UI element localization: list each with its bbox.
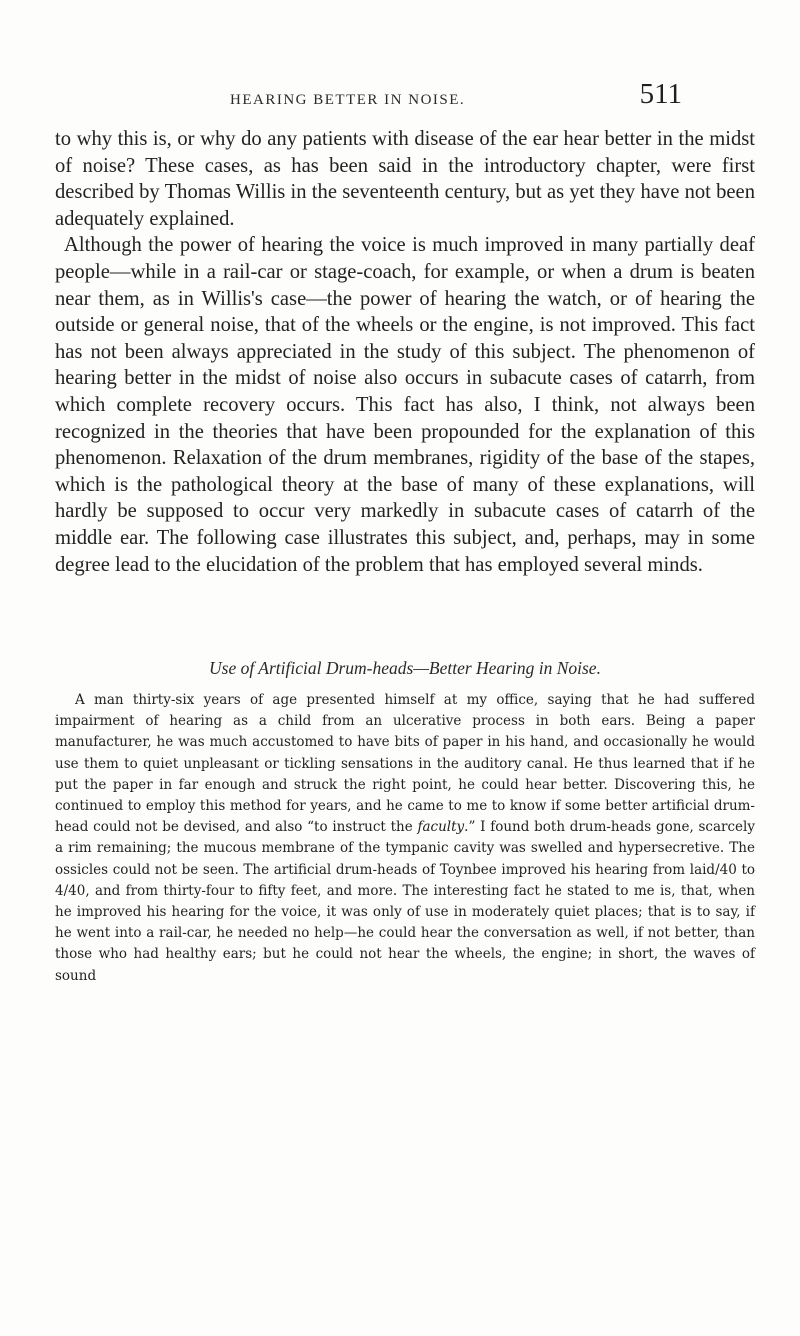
case-text-part-1: A man thirty-six years of age presented himself at my office, saying that he had suffered impairment of hearing as a child from an ulcerative process in both ears. Being a paper manufacturer, he was much accustomed to have bits of paper in his hand, and occasionally he would use them to quiet unpleasant or tickling sensations in the auditory canal. He thus learned that if he put the paper in far enough and struck the right point, he could hear better. Discovering this, he continued to employ this method for years, and he came to me to know if some better artificial drum-head could not be devised, and also “to instruct the [55, 692, 755, 836]
paragraph-1: to why this is, or why do any patients with disease of the ear hear better in the midst of noise? These cases, as has been said in the introductory chapter, were first described by Thomas Willis in the seventeenth century, but as yet they have not been adequately explained. [55, 128, 755, 230]
running-title: HEARING BETTER IN NOISE. [230, 92, 466, 108]
section-heading: Use of Artificial Drum-heads—Better Hearing in Noise. [209, 658, 601, 678]
case-text-italic: faculty [417, 819, 465, 836]
case-report [55, 690, 755, 987]
main-text [55, 126, 755, 578]
case-report-paragraph [55, 690, 755, 987]
case-text-part-2: .” I found both drum-heads gone, scarcely a rim remaining; the mucous membrane of the tympanic cavity was swelled and hypersecretive. The ossicles could not be seen. The artificial drum-heads of Toynbee improved his hearing from laid/40 to 4/40, and from thirty-four to fifty feet, and more. The interesting fact he stated to me is, that, when he improved his hearing for the voice, it was only of use in moderately quiet places; that is to say, if he went into a rail-car, he needed no help—he could hear the conversation as well, if not better, than those who had healthy ears; but he could not hear the wheels, the engine; in short, the waves of sound [55, 819, 755, 984]
running-head [0, 76, 800, 116]
paragraph-2: Although the power of hearing the voice is much improved in many partially deaf people—while in a rail-car or stage-coach, for example, or when a drum is beaten near them, as in Willis's case—the power of hearing the watch, or of hearing the outside or general noise, that of the wheels or the engine, is not improved. This fact has not been always appreciated in the study of this subject. The phenomenon of hearing better in the midst of noise also occurs in subacute cases of catarrh, from which complete recovery occurs. This fact has also, I think, not always been recognized in the theories that have been propounded for the explanation of this phenomenon. Relaxation of the drum membranes, rigidity of the base of the stapes, which is the pathological theory at the base of many of these explanations, will hardly be supposed to occur very markedly in subacute cases of catarrh of the middle ear. The following case illustrates this subject, and, perhaps, may in some degree lead to the elucidation of the problem that has employed several minds. [55, 234, 755, 576]
page-number: 511 [639, 78, 682, 110]
